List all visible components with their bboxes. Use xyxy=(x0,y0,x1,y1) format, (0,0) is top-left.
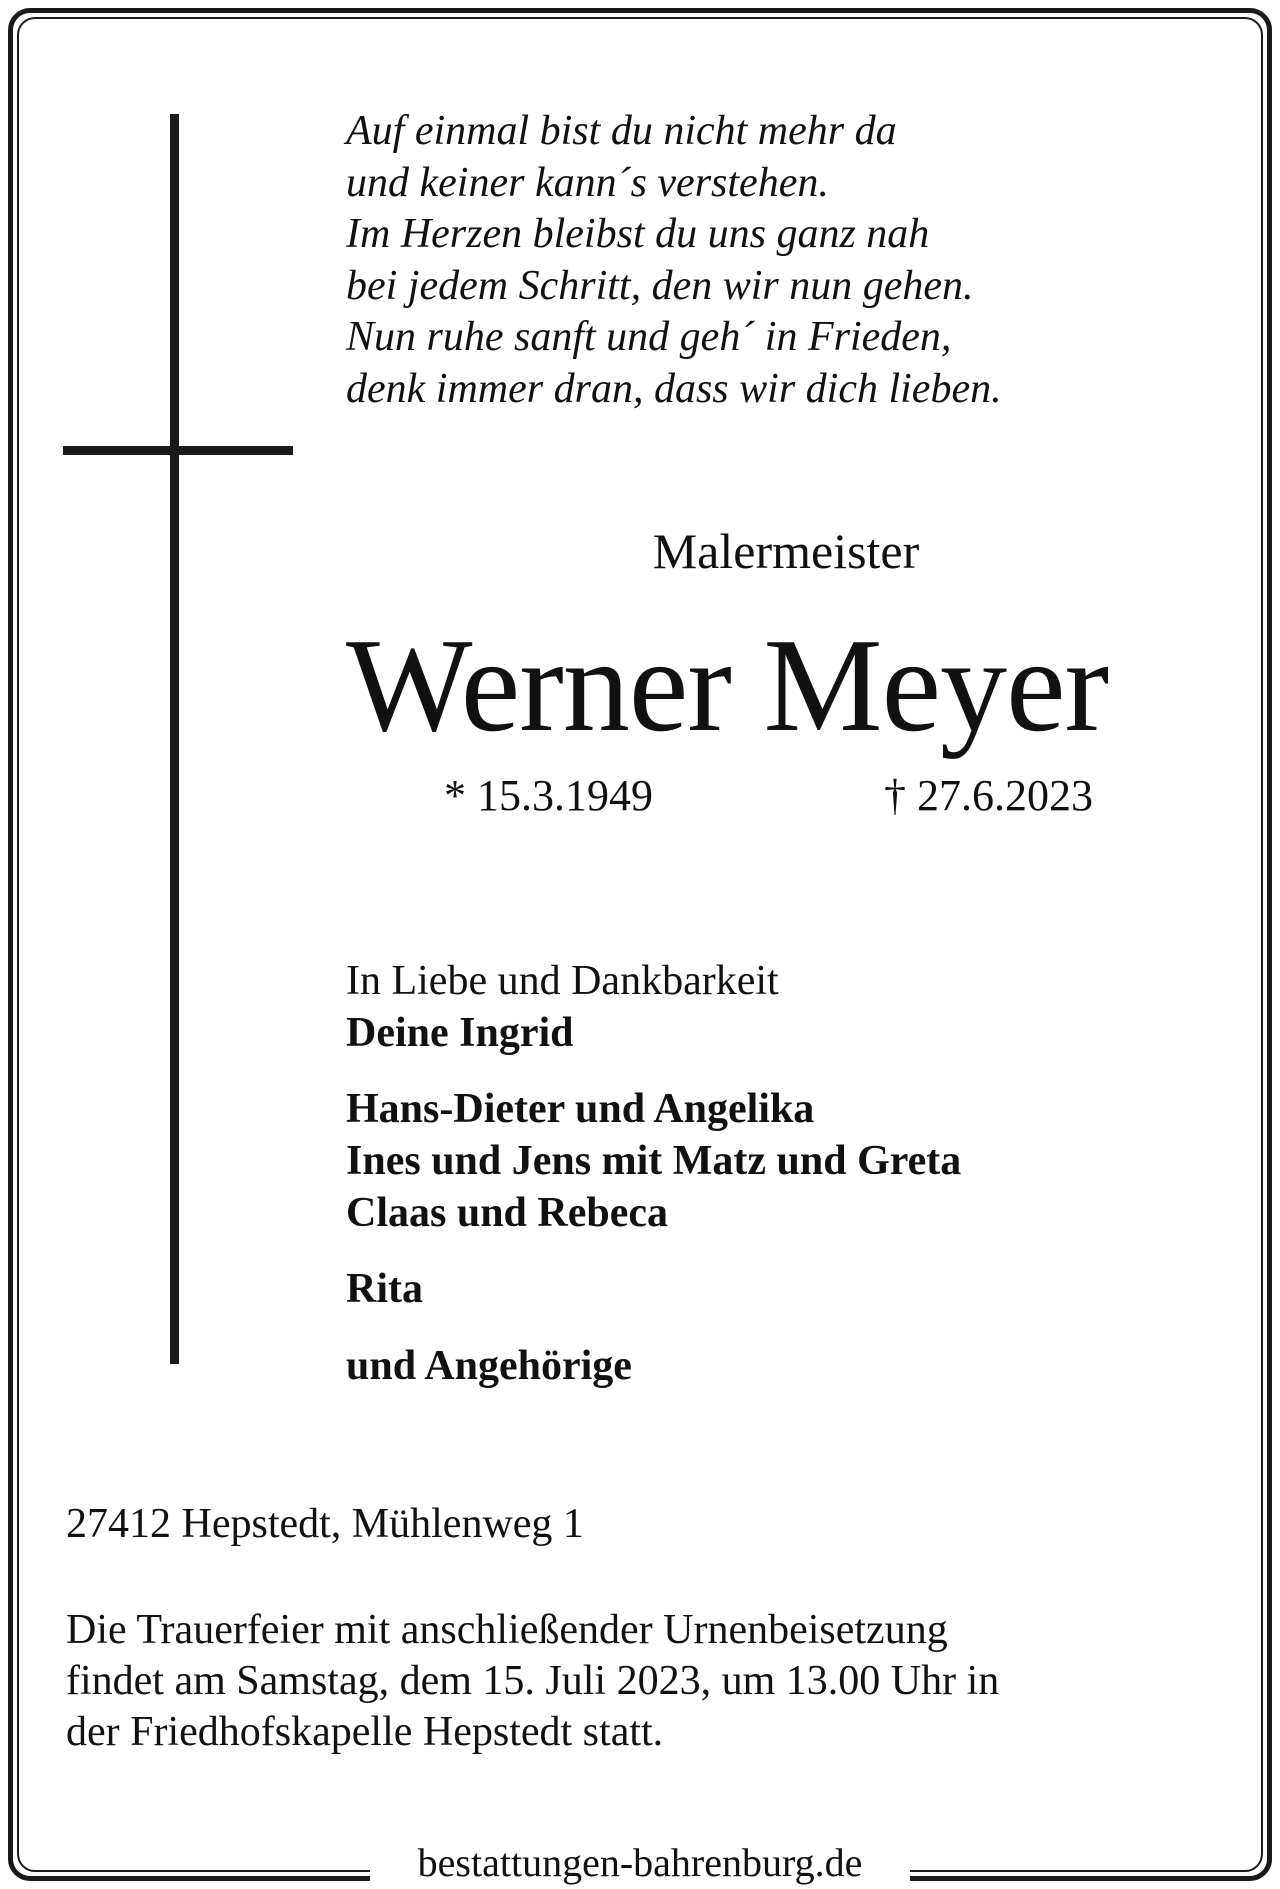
mourner-other: Rita xyxy=(346,1266,423,1312)
ceremony-line: findet am Samstag, dem 15. Juli 2023, um 13.00 Uhr in xyxy=(66,1658,1000,1704)
birth-date: * 15.3.1949 xyxy=(444,771,653,820)
mourners-block xyxy=(346,955,961,1392)
mourner-child: Claas und Rebeca xyxy=(346,1190,669,1236)
mourner-child: Hans-Dieter und Angelika xyxy=(346,1086,815,1132)
poem xyxy=(346,106,1002,415)
address: 27412 Hepstedt, Mühlenweg 1 xyxy=(66,1501,584,1547)
poem-line: bei jedem Schritt, den wir nun gehen. xyxy=(346,262,974,309)
cross-icon-vertical-beam xyxy=(170,114,179,1364)
poem-line: Im Herzen bleibst du uns ganz nah xyxy=(346,211,930,257)
mourner-child: Ines und Jens mit Matz und Greta xyxy=(346,1138,962,1184)
death-date: † 27.6.2023 xyxy=(884,771,1093,820)
deceased-name: Werner Meyer xyxy=(346,611,1109,759)
mourner-spouse: Deine Ingrid xyxy=(346,1010,574,1056)
poem-line: denk immer dran, dass wir dich lieben. xyxy=(346,365,1002,412)
ceremony-line: der Friedhofskapelle Hepstedt statt. xyxy=(66,1709,664,1755)
poem-line: Nun ruhe sanft und geh´ in Frieden, xyxy=(346,314,952,360)
deceased-title: Malermeister xyxy=(652,523,920,579)
mourner-relatives: und Angehörige xyxy=(346,1343,632,1389)
poem-line: Auf einmal bist du nicht mehr da xyxy=(346,108,897,154)
ceremony-info xyxy=(66,1605,999,1758)
mourners-intro: In Liebe und Dankbarkeit xyxy=(346,958,779,1004)
funeral-home-website: bestattungen-bahrenburg.de xyxy=(370,1838,910,1888)
ceremony-line: Die Trauerfeier mit anschließender Urnenbeisetzung xyxy=(66,1607,948,1653)
cross-icon-horizontal-beam xyxy=(63,446,293,455)
poem-line: und keiner kann´s verstehen. xyxy=(346,159,829,206)
